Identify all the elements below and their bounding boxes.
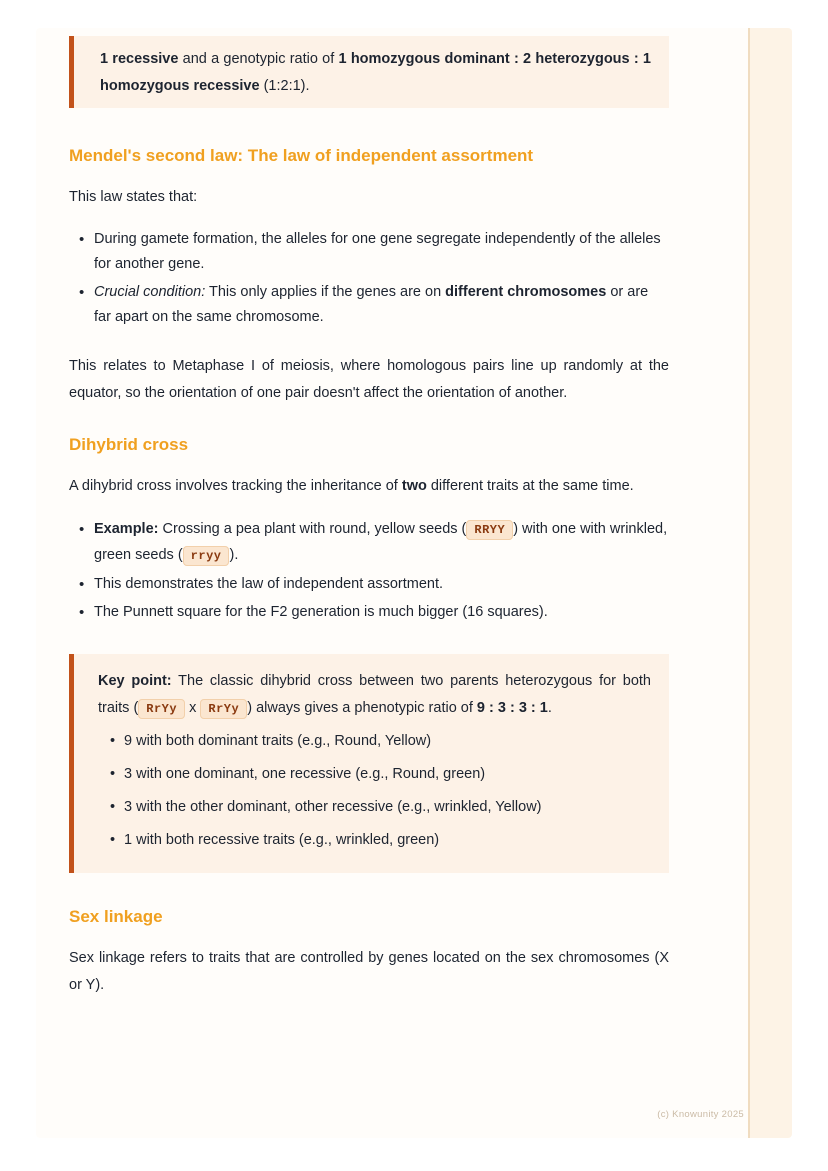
dihybrid-intro-bold: two	[401, 478, 427, 494]
key-point-paragraph	[98, 668, 651, 723]
footer-copyright: (c) Knowunity 2025	[657, 1109, 744, 1120]
paragraph-sex-linkage: Sex linkage refers to traits that are controlled by genes located on the sex chromosomes (X or Y).	[69, 950, 669, 993]
paragraph-metaphase-relation: This relates to Metaphase I of meiosis, where homologous pairs line up randomly at the equator, so the orientation of one pair doesn't affect the orientation of another.	[69, 358, 669, 401]
genotype-code-rryy-recessive: rryy	[183, 546, 230, 566]
example-text-1: Crossing a pea plant with round, yellow seeds (	[158, 521, 467, 537]
heading-dihybrid-cross: Dihybrid cross	[69, 435, 189, 454]
callout-tail-text: (1:2:1).	[259, 78, 310, 94]
document-sheet	[36, 28, 792, 1138]
paragraph-law-intro: This law states that:	[69, 189, 198, 205]
list-item: • 3 with the other dominant, other recessive (e.g., wrinkled, Yellow)	[124, 791, 651, 824]
genotype-code-rryy-parent2: RrYy	[200, 699, 247, 719]
callout-genotypic-ratio-text	[100, 46, 651, 100]
bullet-demonstrates-law: This demonstrates the law of independent assortment.	[94, 576, 443, 592]
key-point-text-1: The classic dihybrid cross between two parents heterozygous for both traits (	[98, 673, 651, 716]
bullet-punnett-square: The Punnett square for the F2 generation is much bigger (16 squares).	[94, 604, 548, 620]
heading-mendels-second-law: Mendel's second law: The law of independent assortment	[69, 146, 534, 165]
phenotypic-ratio-value: 9 : 3 : 3 : 1	[476, 700, 548, 716]
key-point-cross-symbol: x	[185, 700, 201, 716]
dihybrid-intro-a: A dihybrid cross involves tracking the inheritance of	[69, 478, 402, 494]
callout-bold-ratio: 1 homozygous dominant : 2 heterozygous : 1 homozygous recessive	[100, 51, 651, 94]
heading-sex-linkage: Sex linkage	[69, 907, 163, 926]
bullet-gamete-formation-text: During gamete formation, the alleles for one gene segregate independently of the alleles for another gene.	[94, 231, 661, 272]
list-item: • 1 with both recessive traits (e.g., wrinkled, green)	[124, 824, 651, 857]
bullet-different-chromosomes-bold: different chromosomes	[445, 284, 607, 300]
list-item	[94, 227, 669, 277]
list-item: • 3 with one dominant, one recessive (e.g., Round, green)	[124, 758, 651, 791]
list-item	[94, 280, 669, 330]
page-side-rail	[748, 28, 792, 1138]
paragraph-dihybrid-intro	[69, 473, 669, 500]
list-dihybrid-bullets	[69, 517, 669, 625]
callout-key-point	[69, 654, 669, 873]
dihybrid-intro-b: different traits at the same time.	[426, 478, 634, 494]
list-item	[94, 600, 669, 625]
list-item	[94, 572, 669, 597]
example-text-2: ) with one with wrinkled, green seeds (	[94, 521, 668, 563]
callout-lead-bold: 1 recessive	[100, 51, 179, 67]
example-text-3: ).	[229, 547, 239, 563]
key-point-label: Key point:	[98, 673, 172, 689]
example-label: Example:	[94, 521, 159, 537]
content-column	[69, 146, 669, 999]
callout-mid-text: and a genotypic ratio of	[178, 51, 339, 67]
bullet-crucial-condition-text: This only applies if the genes are on	[205, 284, 446, 300]
bullet-crucial-condition-tail: or are far apart on the same chromosome.	[94, 284, 649, 325]
key-point-text-3: .	[547, 700, 552, 716]
genotype-code-rryy-parent1: RrYy	[138, 699, 185, 719]
list-item	[94, 517, 669, 569]
callout-genotypic-ratio	[69, 36, 669, 108]
list-item: • 9 with both dominant traits (e.g., Round, Yellow)	[124, 725, 651, 758]
genotype-code-rryy-dominant: RRYY	[466, 520, 513, 540]
list-law2-bullets	[69, 227, 669, 330]
list-phenotype-outcomes	[98, 725, 651, 857]
bullet-crucial-condition-label: Crucial condition:	[94, 284, 206, 300]
key-point-text-2: ) always gives a phenotypic ratio of	[247, 700, 477, 716]
